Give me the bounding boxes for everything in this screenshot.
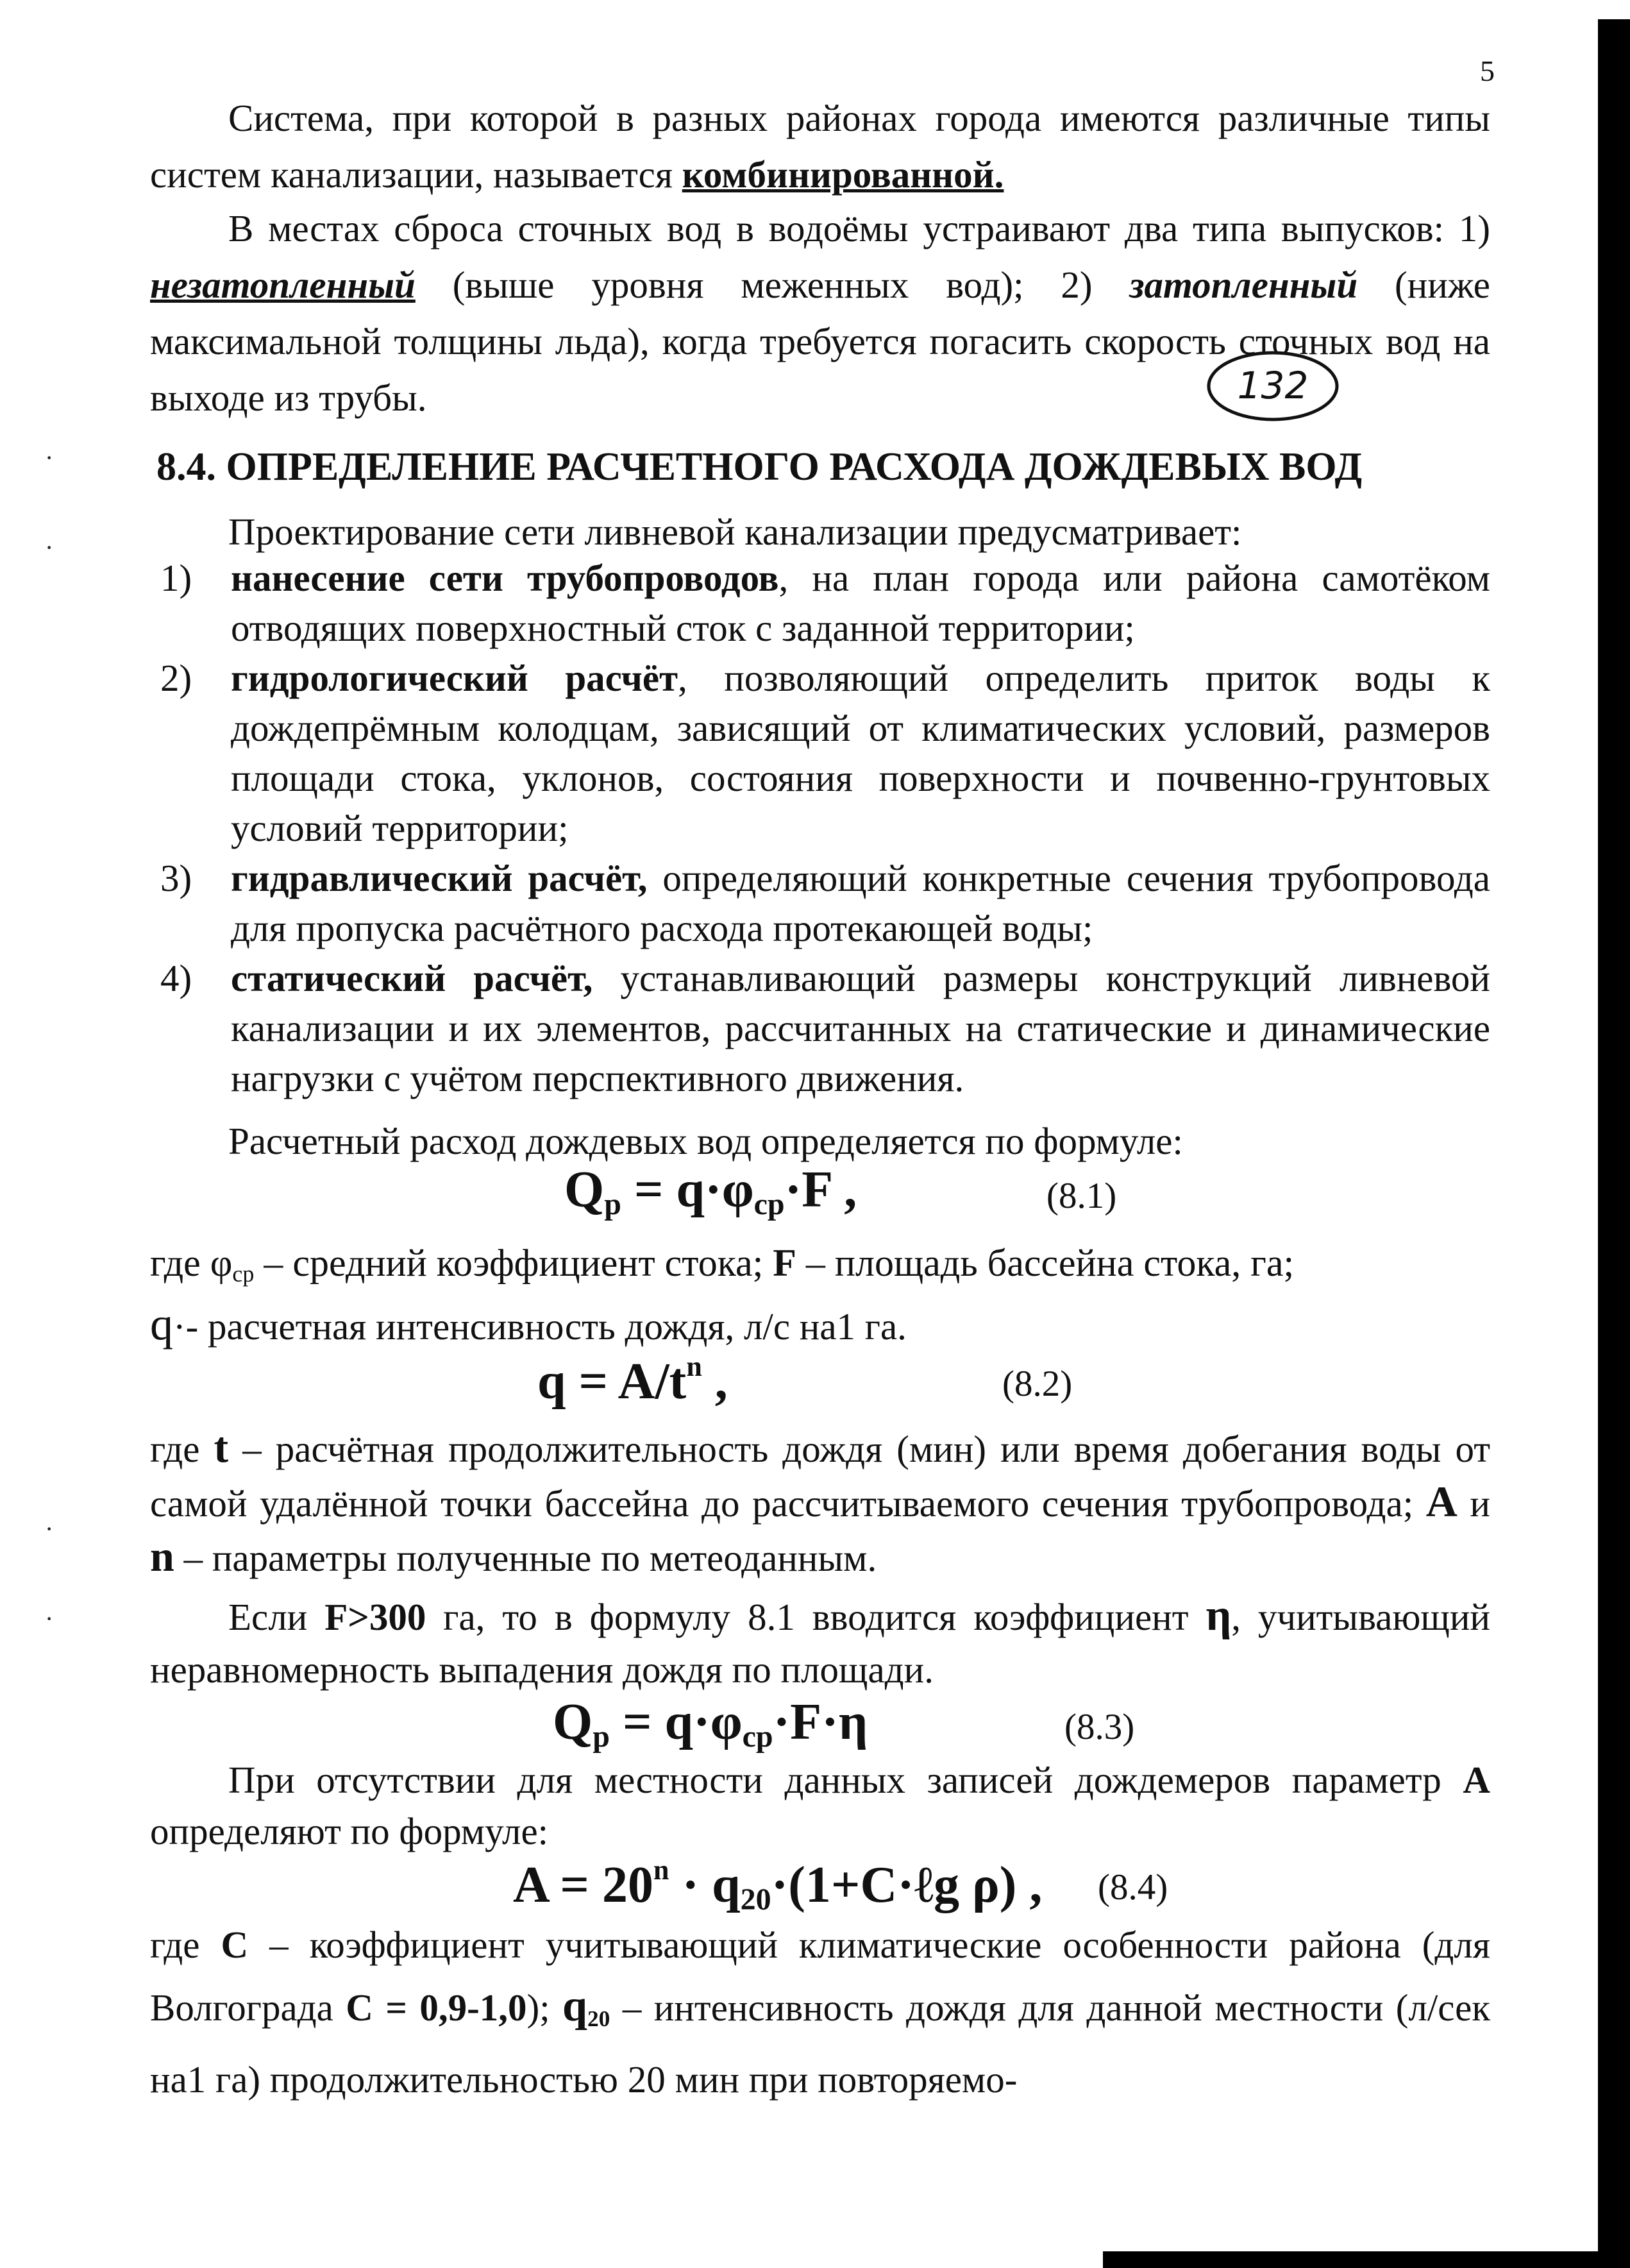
handwritten-stamp: [1204, 348, 1341, 424]
formula-8-3: [553, 1693, 868, 1754]
formula-sub: cp: [753, 1187, 785, 1221]
formula-part: ,: [702, 1353, 728, 1410]
text-span: где: [150, 1428, 214, 1470]
list-term: статический расчёт,: [231, 957, 593, 999]
scan-edge-bottom: [1103, 2251, 1630, 2268]
list-item: [150, 553, 1490, 653]
formula-part: ·(1+C·ℓg ρ) ,: [771, 1857, 1043, 1914]
formula-part: A = 20: [513, 1857, 653, 1914]
text-span: определяют по формуле:: [150, 1810, 549, 1852]
value-C: С = 0,9-1,0: [346, 1986, 527, 2029]
page-number: 5: [1480, 55, 1495, 87]
list-number: 3): [160, 857, 192, 899]
list-text: , на план города или района самотёком отводящих поверхностный сток с заданной территории;: [231, 557, 1490, 649]
formula-8-4: [513, 1854, 1042, 1917]
list-item: [150, 953, 1490, 1103]
term-unflooded: незатопленный: [150, 264, 416, 306]
list-term: гидравлический расчёт,: [231, 857, 648, 899]
text-span: , учитывающий неравномерность выпадения дождя по площади.: [150, 1596, 1490, 1691]
symbol-eta: η: [1206, 1591, 1232, 1640]
paragraph-text: Система, при которой в разных районах города имеются различные типы систем канализации, называется: [150, 97, 1490, 196]
scan-speck: ·: [45, 1514, 54, 1543]
list-item: [150, 653, 1490, 853]
formula-intro-text: Расчетный расход дождевых вод определяется по формуле:: [228, 1120, 1183, 1162]
text-span: – интенсивность дождя для данной местности (л/сек на1 га) продолжительностью 20 мин при повторяемо-: [150, 1986, 1490, 2101]
symbol-q: q: [150, 1298, 173, 1350]
text-span: (ниже максимальной толщины льда), когда требуется погасить скорость сточных вод на выходе из трубы.: [150, 264, 1490, 419]
list-text: устанавливающий размеры конструкций ливневой канализации и их элементов, рассчитанных на статические и динамические нагрузки с учётом перспективного движения.: [231, 957, 1490, 1099]
text-span: га, то в формулу 8.1 вводится коэффициент: [426, 1596, 1206, 1638]
symbol-n: n: [150, 1532, 174, 1580]
formula-part: ·F·η: [773, 1694, 868, 1750]
text-sub: ср: [232, 1261, 255, 1287]
text-span: – расчётная продолжительность дождя (мин) или время добегания воды от самой удалённой точки бассейна до рассчитываемого сечения трубопровода;: [150, 1428, 1490, 1525]
intro-line: [150, 504, 1490, 560]
formula-part: Q: [564, 1162, 605, 1218]
symbol-A: А: [1463, 1759, 1490, 1801]
symbol-t: t: [214, 1423, 229, 1471]
formula-number-8-1: (8.1): [1046, 1176, 1117, 1216]
list-term: нанесение сети трубопроводов: [231, 557, 779, 599]
formula-8-2: [537, 1350, 728, 1411]
scan-speck: ·: [45, 443, 54, 472]
scan-speck: ·: [45, 533, 54, 562]
stamp-number: 132: [1237, 364, 1309, 407]
list-text: определяющий конкретные сечения трубопровода для пропуска расчётного расхода протекающей воды;: [231, 857, 1490, 949]
symbol-q-sub: 20: [587, 2005, 610, 2031]
formula-part: q = A/t: [537, 1353, 687, 1410]
paragraph-combined-system: [150, 90, 1490, 203]
intro-text: Проектирование сети ливневой канализации предусматривает:: [228, 511, 1242, 553]
condition-F: F>300: [324, 1596, 426, 1638]
formula-part: Q: [553, 1694, 593, 1750]
text-span: – площадь бассейна стока, га;: [796, 1242, 1295, 1284]
where-1: [150, 1235, 1490, 1302]
formula-part: = q·φ: [609, 1694, 743, 1750]
section-heading: 8.4. ОПРЕДЕЛЕНИЕ РАСЧЕТНОГО РАСХОДА ДОЖДЕВЫХ ВОД: [156, 445, 1363, 489]
scan-speck: ·: [45, 1604, 54, 1633]
formula-part: = q·φ: [621, 1162, 754, 1218]
paragraph-parameter-A: [150, 1754, 1490, 1857]
text-span: – коэффициент учитывающий климатические особенности района (для Волгограда: [150, 1924, 1490, 2029]
formula-number-8-3: (8.3): [1064, 1707, 1135, 1747]
list-term: гидрологический расчёт: [231, 657, 678, 699]
text-span: ·- расчетная интенсивность дождя, л/с на1 га.: [173, 1305, 907, 1348]
symbol-q: q: [562, 1981, 587, 2031]
symbol-A: A: [1425, 1477, 1458, 1526]
list-text: , позволяющий определить приток воды к дождепрёмным колодцам, зависящий от климатических условий, размеров площади стока, уклонов, состояния поверхности и почвенно-грунтовых условий территории;: [231, 657, 1491, 849]
term-combined: комбинированной.: [682, 153, 1004, 196]
formula-sub: p: [592, 1720, 610, 1754]
text-span: где: [150, 1924, 221, 1966]
formula-sub: p: [604, 1187, 621, 1221]
text-span: – параметры полученные по метеоданным.: [174, 1537, 877, 1579]
formula-8-1: [564, 1161, 857, 1222]
formula-part: ·F ,: [784, 1162, 857, 1218]
text-span: При отсутствии для местности данных записей дождемеров параметр: [228, 1759, 1463, 1801]
formula-sub: cp: [742, 1720, 773, 1754]
text-span: Если: [228, 1596, 325, 1638]
list-number: 4): [160, 957, 192, 999]
term-flooded: затопленный: [1129, 264, 1358, 306]
paragraph-area-coefficient: [150, 1589, 1490, 1696]
text-span: (выше уровня меженных вод); 2): [415, 264, 1130, 306]
formula-sub: 20: [740, 1883, 771, 1917]
scan-edge-right: [1598, 19, 1630, 2268]
formula-number-8-2: (8.2): [1002, 1364, 1073, 1404]
symbol-C: С: [221, 1924, 249, 1966]
where-2: [150, 1421, 1490, 1584]
formula-number-8-4: (8.4): [1098, 1867, 1168, 1908]
design-steps-list: [150, 553, 1490, 1103]
where-4: [150, 1915, 1490, 2110]
symbol-F: F: [773, 1242, 796, 1284]
where-1b: [150, 1296, 1490, 1355]
text-span: В местах сброса сточных вод в водоёмы устраивают два типа выпусков: 1): [228, 207, 1490, 250]
list-item: [150, 853, 1490, 953]
text-span: – средний коэффициент стока;: [254, 1242, 773, 1284]
list-number: 1): [160, 557, 192, 599]
text-span: где φ: [150, 1242, 233, 1284]
formula-sup: n: [653, 1854, 669, 1886]
text-span: );: [526, 1986, 563, 2029]
formula-part: · q: [669, 1857, 741, 1914]
text-span: и: [1457, 1482, 1490, 1525]
list-number: 2): [160, 657, 192, 699]
formula-sup: n: [686, 1351, 702, 1382]
